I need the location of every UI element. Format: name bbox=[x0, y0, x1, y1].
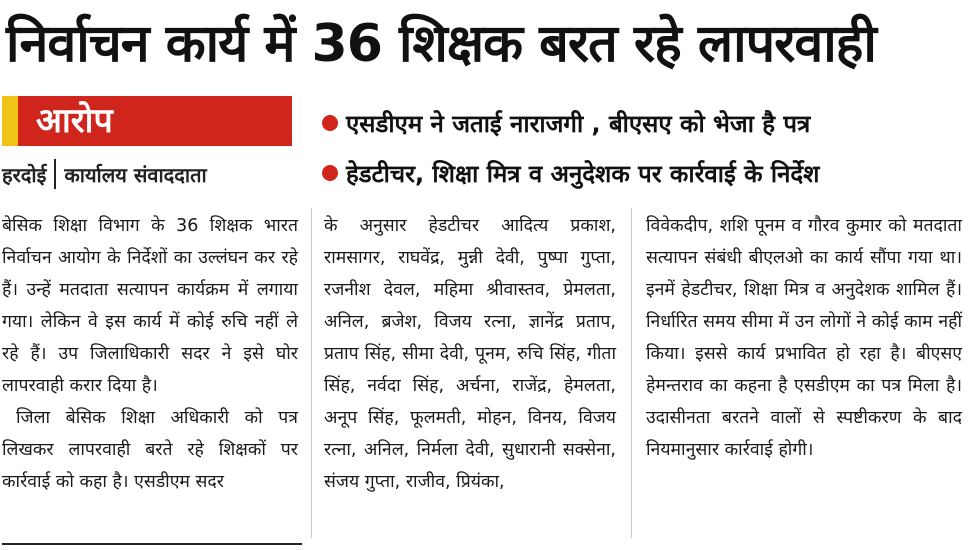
bullet-icon bbox=[322, 115, 338, 131]
tag-label: आरोप bbox=[36, 101, 113, 141]
byline-place: हरदोई bbox=[2, 162, 47, 187]
article-column-3 bbox=[646, 210, 962, 535]
bullet-icon bbox=[322, 165, 338, 181]
section-tag bbox=[2, 96, 292, 146]
bottom-rule bbox=[2, 543, 302, 545]
byline-divider bbox=[54, 159, 56, 189]
subhead-2 bbox=[322, 150, 962, 196]
tag-stripe bbox=[2, 96, 18, 146]
byline bbox=[2, 155, 207, 193]
byline-reporter: कार्यालय संवाददाता bbox=[64, 162, 207, 187]
column-divider bbox=[311, 208, 312, 538]
article-column-1 bbox=[2, 210, 298, 535]
subhead-text: एसडीएम ने जताई नाराजगी , बीएसए को भेजा है पत्र bbox=[346, 109, 811, 138]
paragraph: जिला बेसिक शिक्षा अधिकारी को पत्र लिखकर लापरवाही बरते रहे शिक्षकों पर कार्रवाई को कहा है। एसडीएम सदर bbox=[2, 408, 298, 492]
paragraph: के अनुसार हेडटीचर आदित्य प्रकाश, रामसागर, राघवेंद्र, मुन्नी देवी, पुष्पा गुप्ता, रजनीश देवल, महिमा श्रीवास्तव, प्रेमलता, अनिल, ब्रजेश, विजय रत्ना, ज्ञानेंद्र प्रताप, प्रताप सिंह, सीमा देवी, पूनम, रुचि सिंह, गीता सिंह, नर्वदा सिंह, अर्चना, राजेंद्र, हेमलता, अनूप सिंह, फूलमती, मोहन, विनय, विजय रत्ना, अनिल, निर्मला देवी, सुधारानी सक्सेना, संजय गुप्ता, राजीव, प्रियंका, bbox=[324, 216, 616, 492]
column-divider bbox=[631, 208, 632, 538]
paragraph: बेसिक शिक्षा विभाग के 36 शिक्षक भारत निर्वाचन आयोग के निर्देशों का उल्लंघन कर रहे हैं। उन्हें मतदाता सत्यापन कार्यक्रम में लगाया गया। लेकिन वे इस कार्य में कोई रुचि नहीं ले रहे हैं। उप जिलाधिकारी सदर ने इसे घोर लापरवाही करार दिया है। bbox=[2, 216, 298, 396]
headline: निर्वाचन कार्य में 36 शिक्षक बरत रहे लापरवाही bbox=[6, 14, 876, 74]
subhead-1 bbox=[322, 100, 962, 146]
paragraph: विवेकदीप, शशि पूनम व गौरव कुमार को मतदाता सत्यापन संबंधी बीएलओ का कार्य सौंपा गया था। इनमें हेडटीचर, शिक्षा मित्र व अनुदेशक शामिल हैं। निर्धारित समय सीमा में उन लोगों ने कोई काम नहीं किया। इससे कार्य प्रभावित हो रहा है। बीएसए हेमन्तराव का कहना है एसडीएम का पत्र मिला है। उदासीनता बरतने वालों से स्पष्टीकरण के बाद नियमानुसार कार्रवाई होगी। bbox=[646, 216, 962, 460]
subheads bbox=[322, 100, 962, 196]
article-column-2 bbox=[324, 210, 616, 535]
subhead-text: हेडटीचर, शिक्षा मित्र व अनुदेशक पर कार्रवाई के निर्देश bbox=[346, 159, 820, 188]
